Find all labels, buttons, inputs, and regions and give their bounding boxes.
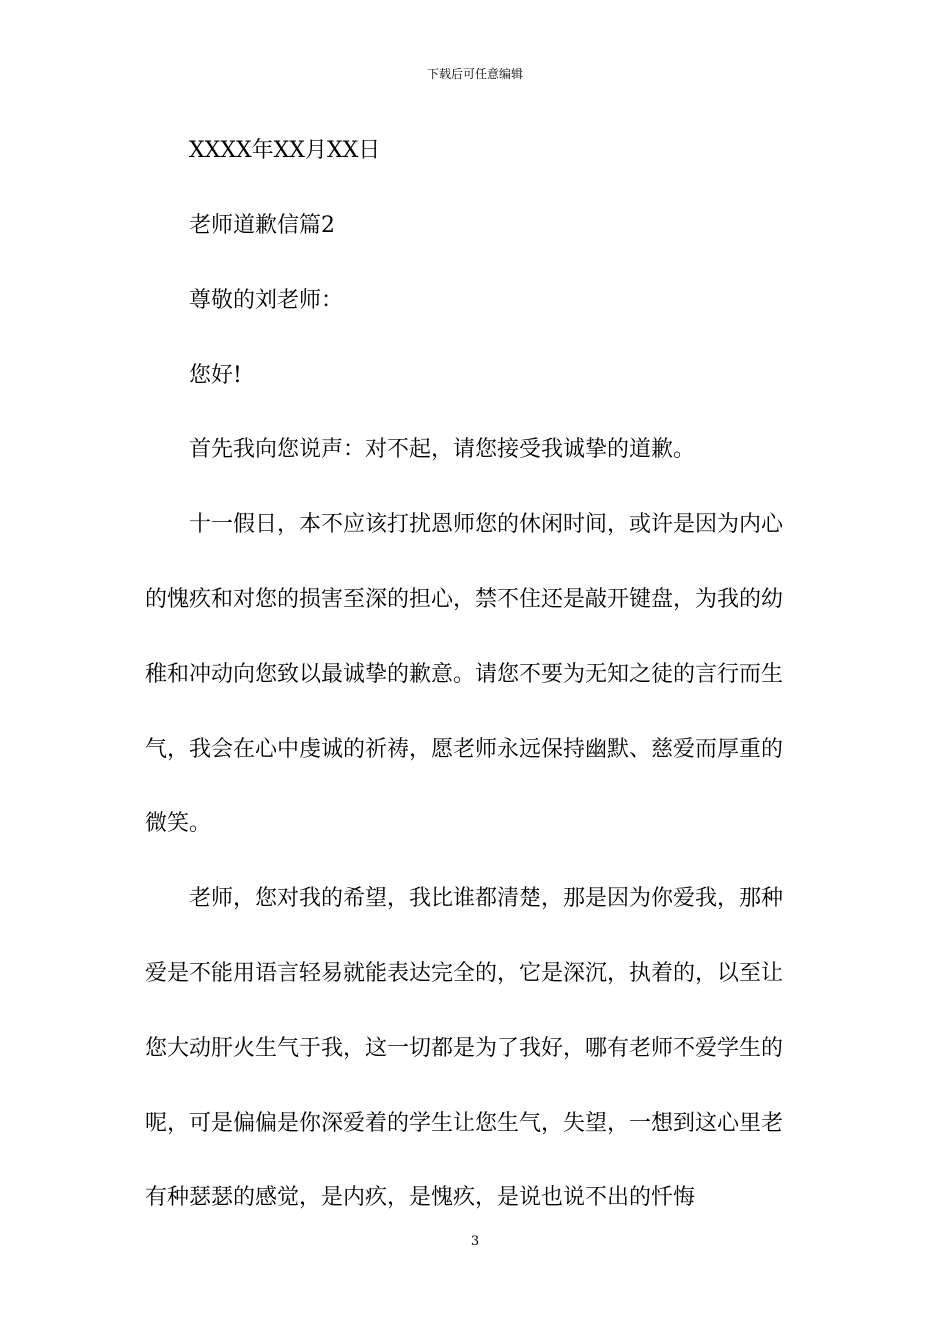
paragraph-3-line: 呢，可是偏偏是你深爱着的学生让您生气，失望，一想到这心里老 [145, 1111, 784, 1136]
page-header: 下载后可任意编辑 [426, 67, 523, 81]
section-title: 老师道歉信篇2 [189, 213, 335, 238]
paragraph-3-line: 您大动肝火生气于我，这一切都是为了我好，哪有老师不爱学生的 [145, 1036, 784, 1061]
salutation: 尊敬的刘老师： [189, 288, 344, 313]
paragraph-3-line: 爱是不能用语言轻易就能表达完全的，它是深沉，执着的，以至让 [145, 961, 784, 986]
paragraph-2-line: 气，我会在心中虔诚的祈祷，愿老师永远保持幽默、慈爱而厚重的 [145, 737, 784, 762]
page-number: 3 [470, 1234, 480, 1249]
paragraph-2-line: 稚和冲动向您致以最诚挚的歉意。请您不要为无知之徒的言行而生 [145, 662, 784, 687]
paragraph-2-line: 十一假日，本不应该打扰恩师您的休闲时间，或许是因为内心 [189, 512, 784, 537]
greeting: 您好! [189, 363, 242, 388]
paragraph-2-line: 的愧疚和对您的损害至深的担心，禁不住还是敲开键盘，为我的幼 [145, 587, 784, 612]
paragraph-2-line: 微笑。 [145, 811, 212, 836]
date-line: XXXX年XX月XX日 [189, 138, 381, 163]
paragraph-3-line: 老师，您对我的希望，我比谁都清楚，那是因为你爱我，那种 [189, 886, 784, 911]
paragraph-3-line: 有种瑟瑟的感觉，是内疚，是愧疚，是说也说不出的忏悔 [145, 1185, 696, 1210]
paragraph-1: 首先我向您说声：对不起，请您接受我诚挚的道歉。 [189, 437, 696, 462]
